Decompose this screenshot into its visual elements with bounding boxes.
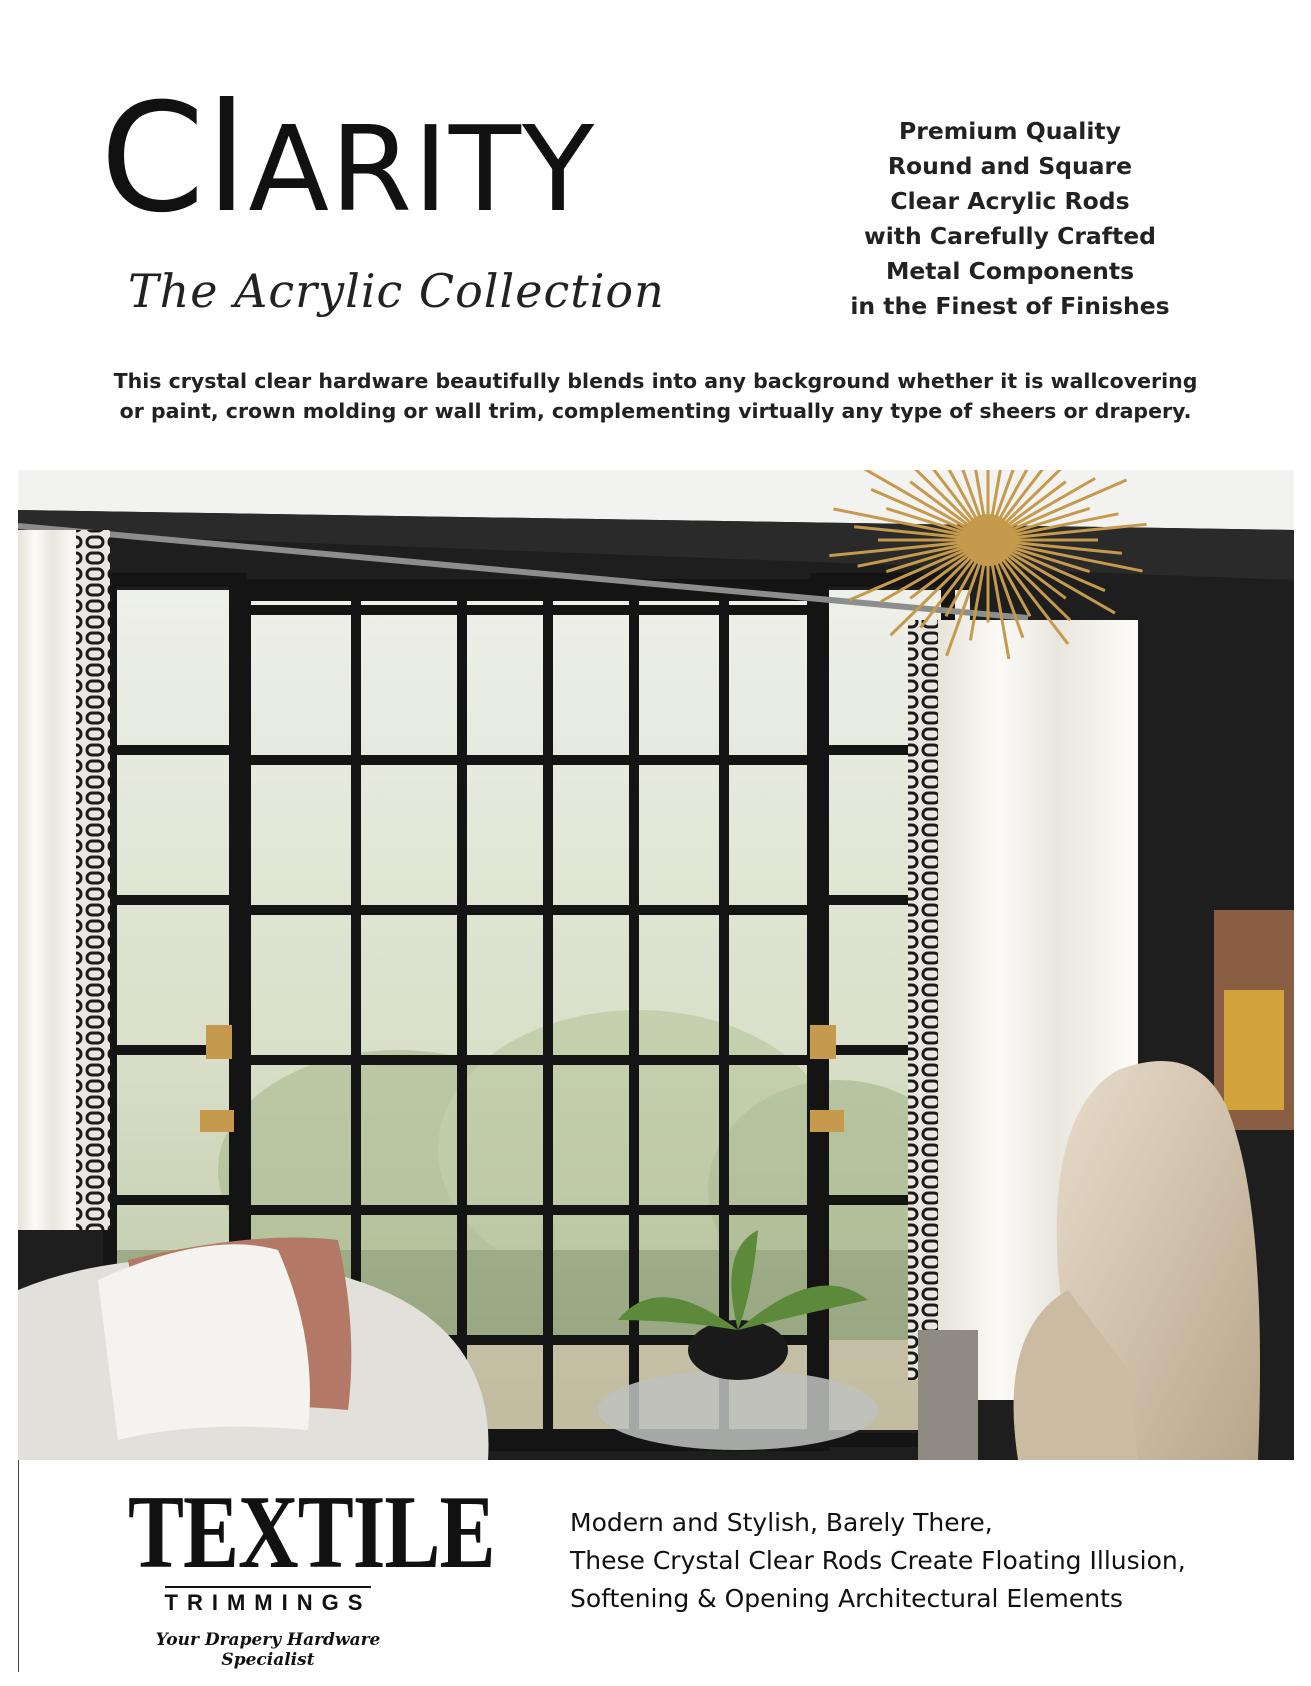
tagline-line: Softening & Opening Architectural Elements: [570, 1584, 1123, 1613]
tagline-line: Modern and Stylish, Barely There,: [570, 1508, 993, 1537]
mullion: [457, 590, 467, 1440]
door-handle-left-lower: [200, 1110, 234, 1132]
feature-list: [790, 114, 1230, 324]
intro-paragraph: [40, 366, 1271, 426]
logo-subtitle: TRIMMINGS: [165, 1586, 372, 1616]
mullion: [240, 1055, 818, 1065]
feature-line: in the Finest of Finishes: [850, 292, 1170, 320]
drape-trim-left: [76, 530, 110, 1230]
brand-title-first: Cl: [100, 72, 249, 246]
feature-line: Clear Acrylic Rods: [890, 187, 1130, 215]
mullion: [240, 755, 818, 765]
mullion: [240, 605, 818, 615]
intro-line: This crystal clear hardware beautifully blends into any background whether it is wallcovering: [113, 369, 1198, 393]
logo-slogan: Your Drapery Hardware Specialist: [155, 1630, 381, 1670]
chandelier-hub: [962, 514, 1014, 566]
coffee-table: [598, 1370, 878, 1450]
mullion: [719, 590, 729, 1440]
mullion: [240, 1205, 818, 1215]
mullion: [240, 905, 818, 915]
pillow-white: [98, 1244, 310, 1440]
drape-trim-right: [908, 620, 938, 1380]
door-handle-left: [206, 1025, 232, 1059]
margin-line: [18, 1460, 19, 1672]
mullion: [543, 590, 553, 1440]
tagline-line: These Crystal Clear Rods Create Floating Illusion,: [570, 1546, 1186, 1575]
feature-line: Premium Quality: [899, 117, 1121, 145]
brand-title: [100, 72, 596, 246]
logo-wordmark: TEXTILE: [128, 1474, 495, 1591]
feature-line: with Carefully Crafted: [863, 222, 1157, 250]
interior-photo-illustration: [18, 470, 1294, 1460]
drape-left: [18, 530, 76, 1230]
mullion: [110, 1195, 240, 1205]
door-handle-right-lower: [810, 1110, 844, 1132]
door-handle-right: [810, 1025, 836, 1059]
tagline: [570, 1504, 1270, 1618]
feature-line: Metal Components: [885, 257, 1135, 285]
feature-line: Round and Square: [887, 152, 1133, 180]
mullion: [110, 745, 240, 755]
mullion: [110, 895, 240, 905]
interior-photo: [18, 470, 1294, 1460]
company-logo: [128, 1474, 495, 1670]
brand-subtitle: The Acrylic Collection: [128, 264, 665, 318]
intro-line: or paint, crown molding or wall trim, complementing virtually any type of sheers or drapery.: [119, 399, 1192, 423]
side-table: [918, 1330, 978, 1460]
brand-title-rest: ARITY: [248, 100, 596, 238]
